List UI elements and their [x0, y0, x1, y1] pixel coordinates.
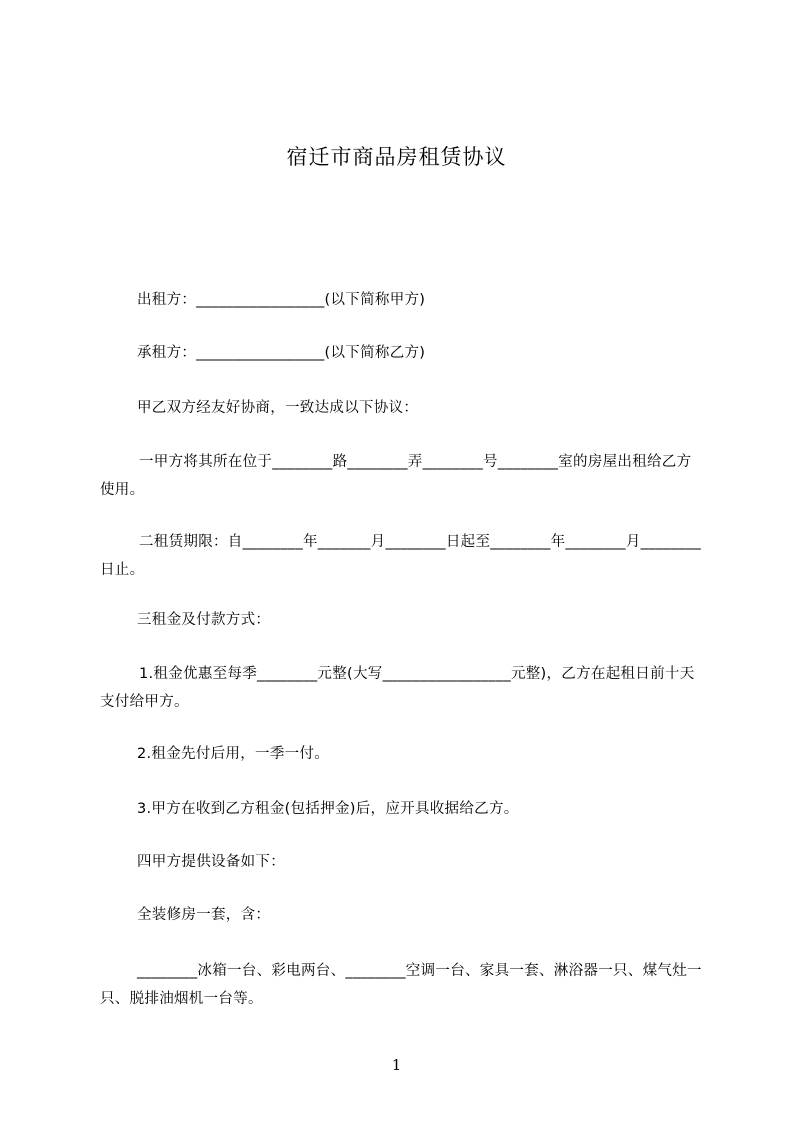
document-title: 宿迁市商品房租赁协议	[286, 145, 507, 169]
clause-3-item-3: 3.甲方在收到乙方租金(包括押金)后，应开具收据给乙方。	[137, 801, 519, 817]
clause-3-heading: 三租金及付款方式：	[137, 612, 271, 628]
lessor-line: 出租方：_________________(以下简称甲方)	[137, 292, 426, 308]
page-number: 1	[391, 1056, 402, 1074]
equipment-list: ________冰箱一台、彩电两台、________空调一台、家具一套、淋浴器一只、煤气灶一只、脱排油烟机一台等。	[100, 963, 702, 1007]
clause-2-term: 二租赁期限：自________年_______月________日起至________年________月________日止。	[100, 534, 702, 578]
clause-3-item-1: 1.租金优惠至每季________元整(大写_________________元整)，乙方在起租日前十天支付给甲方。	[100, 666, 695, 710]
clause-3-item-2: 2.租金先付后用，一季一付。	[137, 746, 330, 762]
agreement-intro: 甲乙双方经友好协商，一致达成以下协议：	[137, 400, 419, 416]
clause-1-property: 一甲方将其所在位于________路________弄________号________室的房屋出租给乙方使用。	[100, 454, 692, 498]
clause-4-heading: 四甲方提供设备如下：	[137, 854, 285, 870]
lessee-line: 承租方：_________________(以下简称乙方)	[137, 345, 426, 361]
furnishing-line: 全装修房一套，含：	[137, 907, 271, 923]
